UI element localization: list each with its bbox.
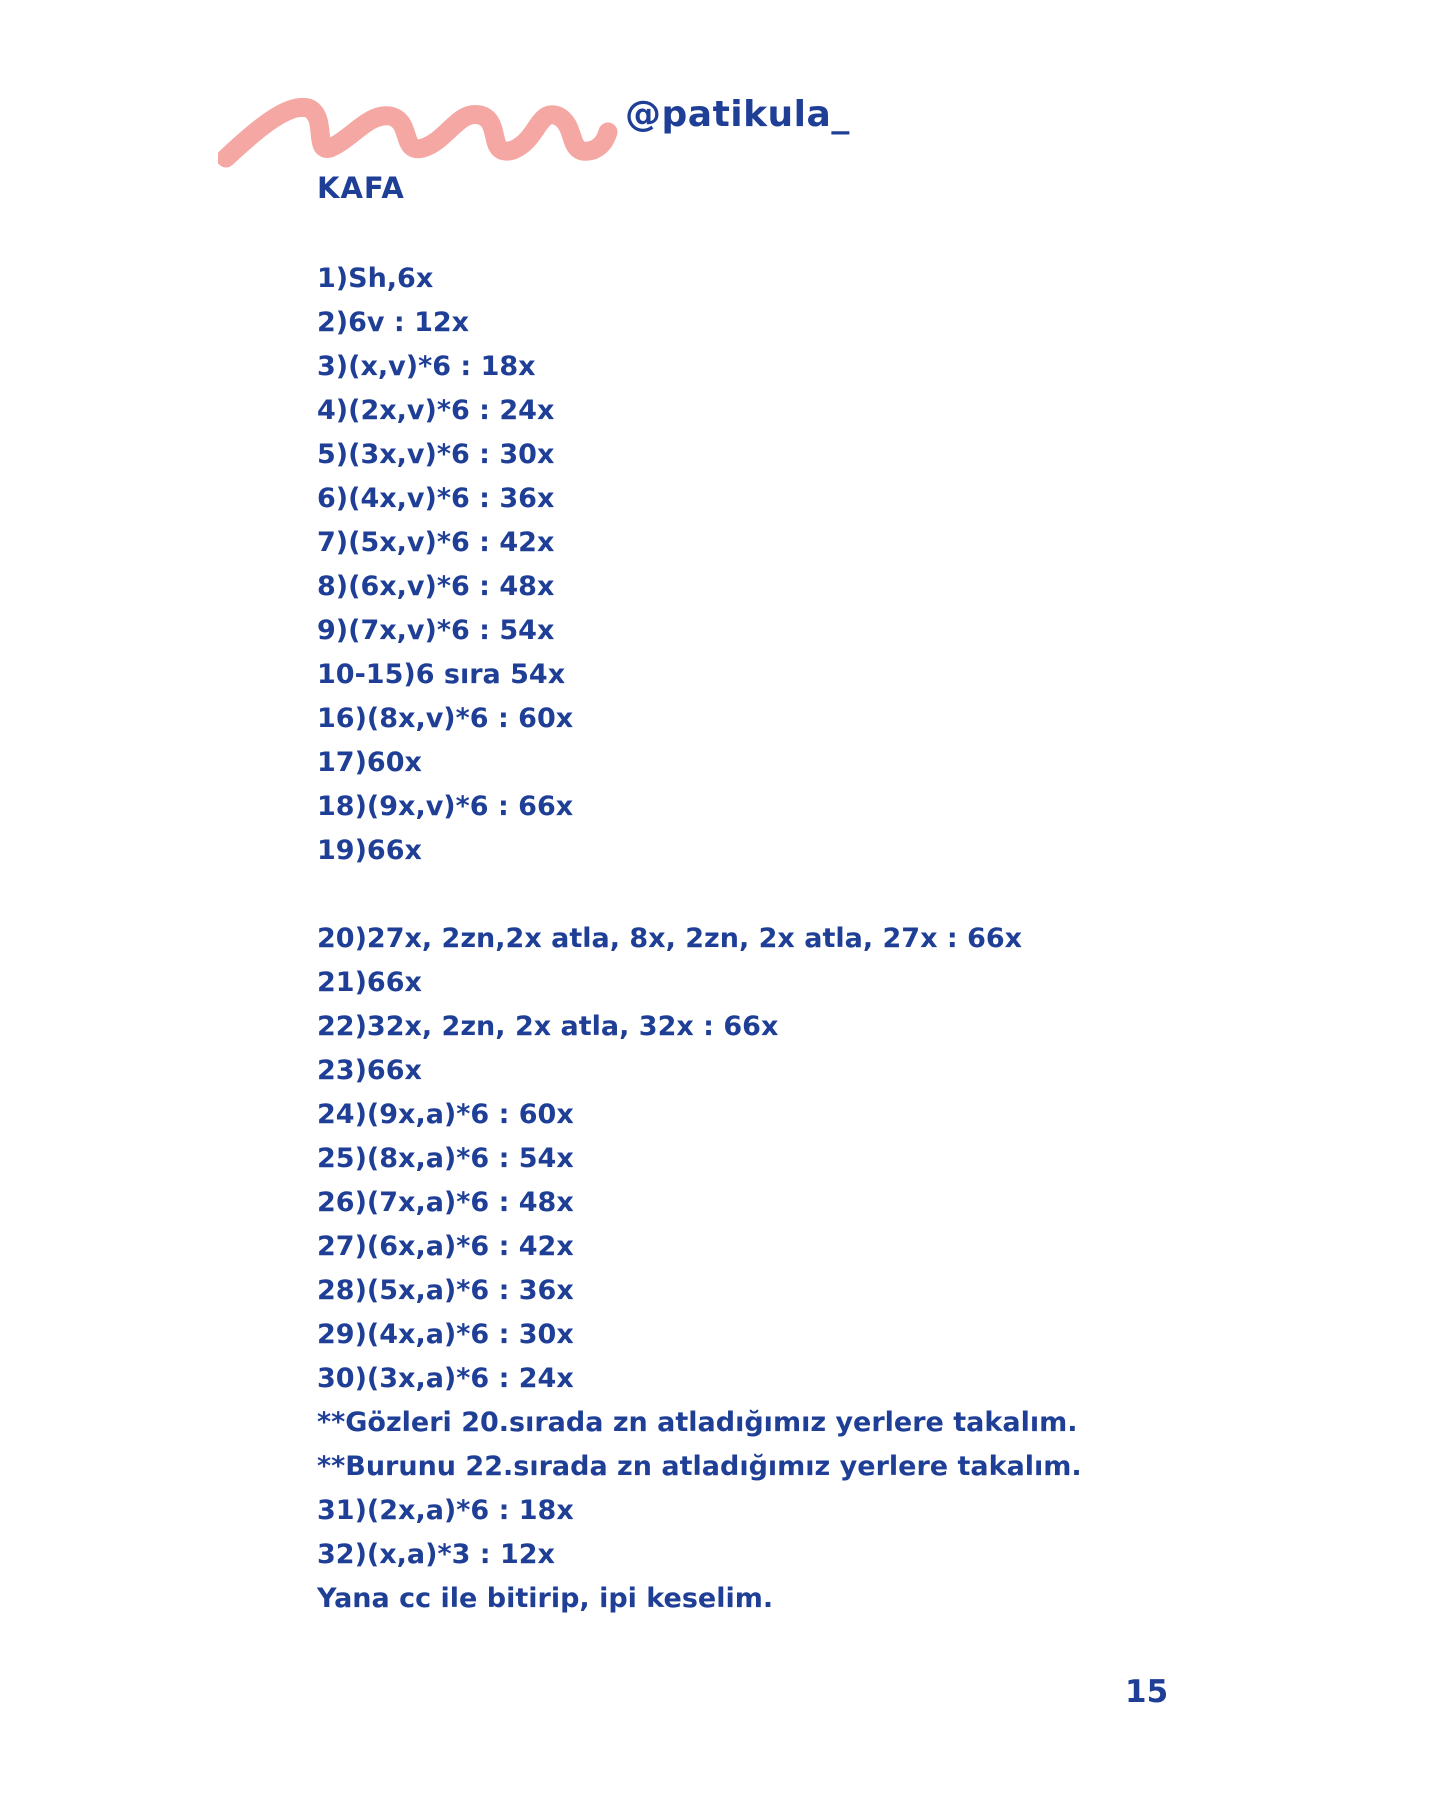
pattern-row: 20)27x, 2zn,2x atla, 8x, 2zn, 2x atla, 27x : 66x: [317, 923, 1023, 954]
pattern-row: 24)(9x,a)*6 : 60x: [317, 1099, 574, 1130]
pattern-row: 25)(8x,a)*6 : 54x: [317, 1143, 574, 1174]
pattern-row: 23)66x: [317, 1055, 422, 1086]
page-number: 15: [1125, 1674, 1169, 1710]
pattern-row: 10-15)6 sıra 54x: [317, 659, 566, 690]
pattern-row: Yana cc ile bitirip, ipi keselim.: [317, 1583, 774, 1614]
pattern-row: 2)6v : 12x: [317, 307, 470, 338]
pattern-row: 4)(2x,v)*6 : 24x: [317, 395, 555, 426]
pattern-row: 9)(7x,v)*6 : 54x: [317, 615, 555, 646]
pattern-row: 17)60x: [317, 747, 422, 778]
decorative-squiggle: [218, 88, 618, 178]
section-title: KAFA: [317, 171, 405, 205]
pattern-row: 22)32x, 2zn, 2x atla, 32x : 66x: [317, 1011, 779, 1042]
pattern-row: 7)(5x,v)*6 : 42x: [317, 527, 555, 558]
pattern-row: 16)(8x,v)*6 : 60x: [317, 703, 574, 734]
pattern-row: 31)(2x,a)*6 : 18x: [317, 1495, 574, 1526]
pattern-row: 3)(x,v)*6 : 18x: [317, 351, 536, 382]
pattern-row: 32)(x,a)*3 : 12x: [317, 1539, 555, 1570]
pattern-row: 19)66x: [317, 835, 422, 866]
pattern-row: 27)(6x,a)*6 : 42x: [317, 1231, 574, 1262]
pattern-row: 18)(9x,v)*6 : 66x: [317, 791, 574, 822]
pattern-row: 21)66x: [317, 967, 422, 998]
pattern-row: 30)(3x,a)*6 : 24x: [317, 1363, 574, 1394]
pattern-row: **Gözleri 20.sırada zn atladığımız yerlere takalım.: [317, 1407, 1078, 1438]
pattern-row: 5)(3x,v)*6 : 30x: [317, 439, 555, 470]
pattern-row: 29)(4x,a)*6 : 30x: [317, 1319, 574, 1350]
pattern-instructions: [317, 257, 1082, 1621]
pattern-row: 6)(4x,v)*6 : 36x: [317, 483, 555, 514]
pattern-row: 28)(5x,a)*6 : 36x: [317, 1275, 574, 1306]
pattern-row: 26)(7x,a)*6 : 48x: [317, 1187, 574, 1218]
blank-line: [317, 873, 1082, 917]
pattern-row: 8)(6x,v)*6 : 48x: [317, 571, 555, 602]
pattern-row: 1)Sh,6x: [317, 263, 434, 294]
pattern-row: **Burunu 22.sırada zn atladığımız yerlere takalım.: [317, 1451, 1082, 1482]
instagram-handle: @patikula_: [625, 94, 850, 135]
